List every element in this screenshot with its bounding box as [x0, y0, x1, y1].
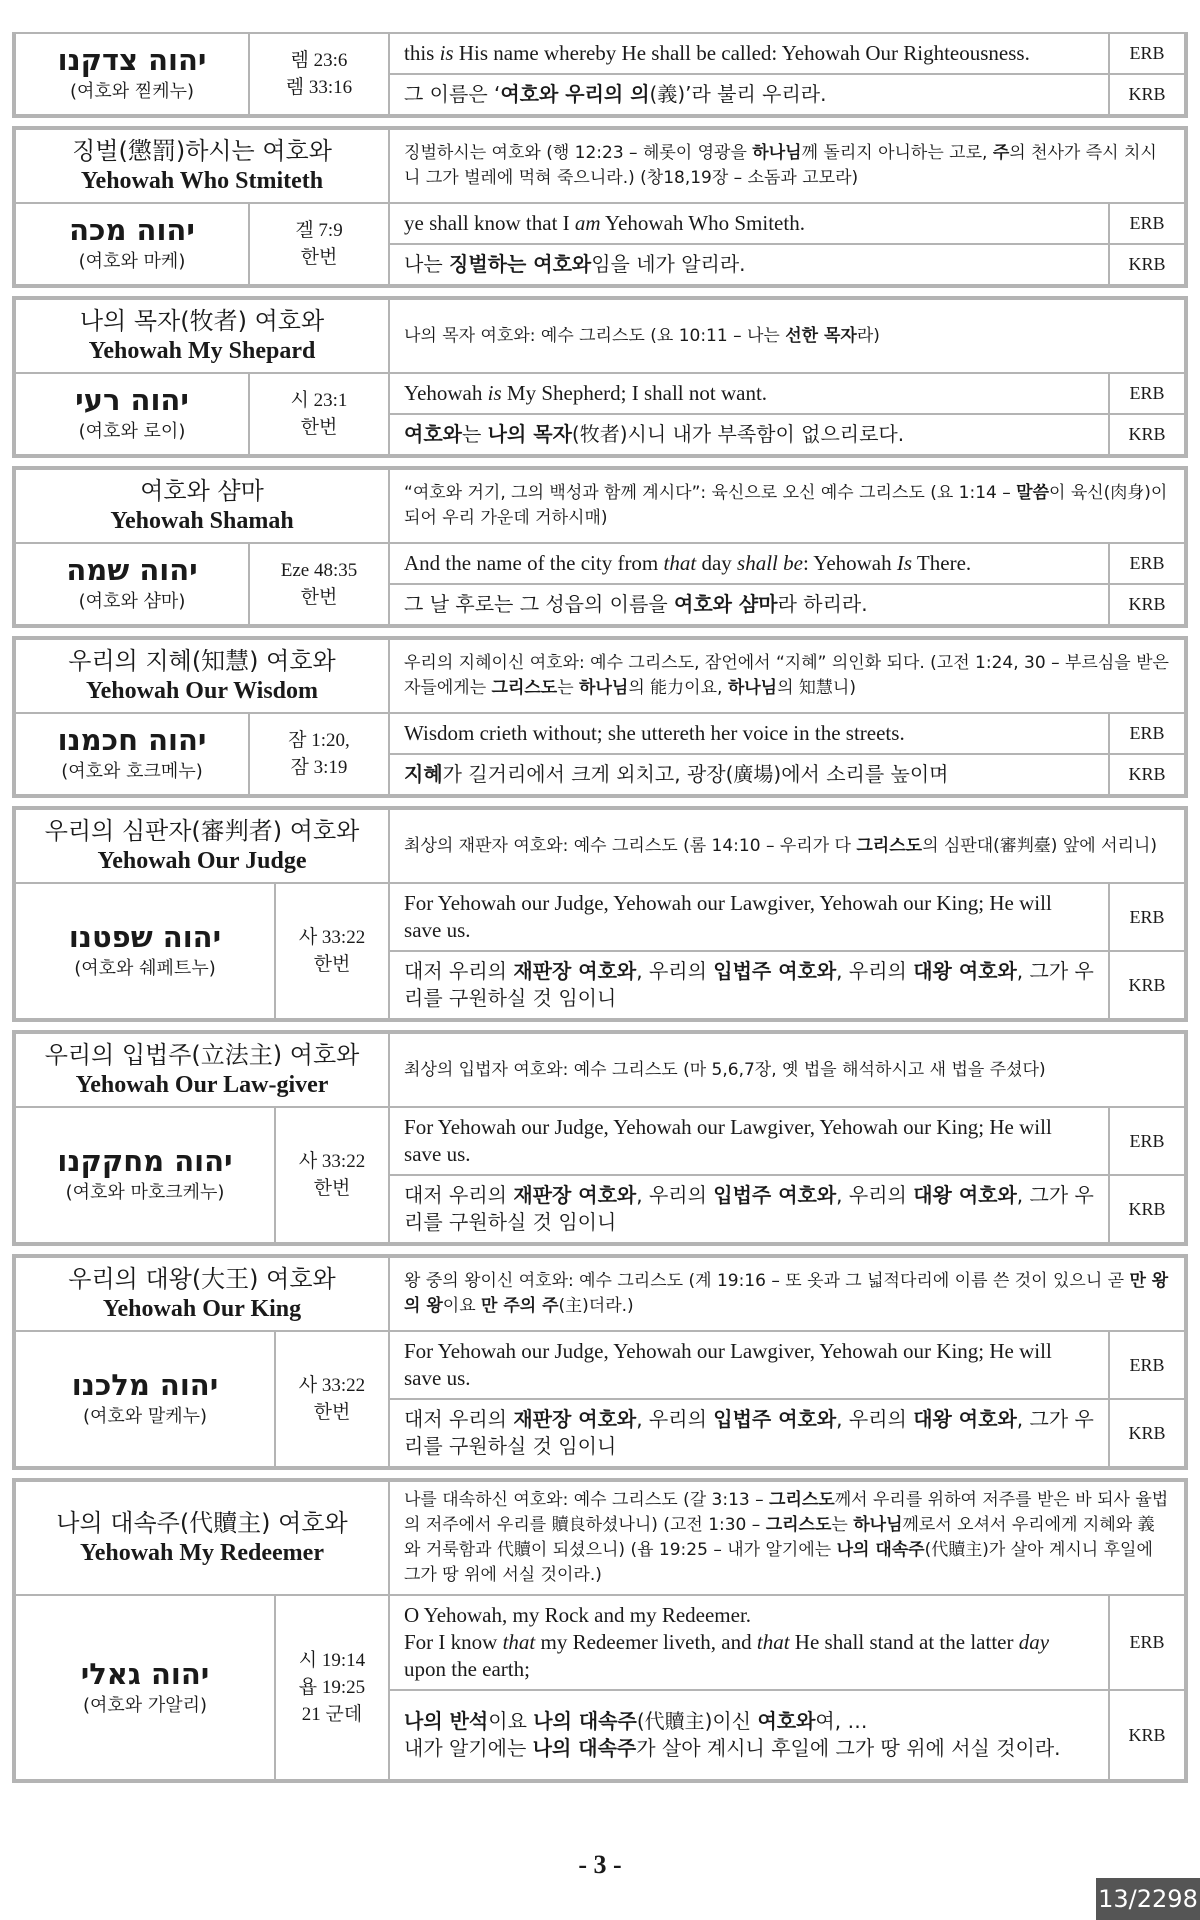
- korean-title: 우리의 대왕(大王) 여호와: [68, 1265, 336, 1293]
- description: “여호와 거기, 그의 백성과 함께 계시다”: 육신으로 오신 예수 그리스도 (요 1:14 – 말씀이 육신(肉身)이 되어 우리 가운데 거하시매): [389, 469, 1185, 543]
- scripture-reference: 21 군데: [301, 1704, 363, 1725]
- scripture-reference: 사 33:22: [298, 927, 366, 948]
- scripture-reference: 한번: [313, 954, 351, 975]
- version-label: ERB: [1109, 543, 1185, 584]
- hebrew-name-cell: [15, 713, 249, 795]
- scripture-reference: 한번: [300, 417, 338, 438]
- hebrew-name: יהוה מכה: [69, 213, 195, 247]
- name-section-chokmenu: [12, 636, 1188, 798]
- scripture-reference: 시 23:1: [290, 390, 348, 411]
- english-verse: For Yehowah our Judge, Yehowah our Lawgiver, Yehowah our King; He will save us.: [389, 1331, 1109, 1399]
- name-section-shamah: [12, 466, 1188, 628]
- scripture-reference: 렘 33:16: [285, 77, 353, 98]
- version-label: ERB: [1109, 1595, 1185, 1690]
- scripture-reference: 잠 3:19: [290, 757, 348, 778]
- korean-verse: 그 이름은 ‘여호와 우리의 의(義)’라 불리 우리라.: [389, 74, 1109, 115]
- reference-cell: [275, 1595, 389, 1780]
- scripture-reference: Eze 48:35: [280, 560, 358, 581]
- hebrew-name: יהוה גאלי: [80, 1656, 210, 1691]
- hebrew-name-cell: [15, 543, 249, 625]
- hebrew-name-cell: [15, 33, 249, 115]
- english-title: Yehowah My Shepard: [88, 338, 316, 364]
- name-reading: (여호와 가알리): [82, 1694, 208, 1716]
- hebrew-name: יהוה מחקקנו: [57, 1144, 233, 1178]
- description: 우리의 지혜이신 여호와: 예수 그리스도, 잠언에서 “지혜” 의인화 되다. (고전 1:24, 30 – 부르심을 받은 자들에게는 그리스도는 하나님의 能力이요, 하나님의 知慧니): [389, 639, 1185, 713]
- title-cell: [15, 129, 389, 203]
- english-verse: O Yehowah, my Rock and my Redeemer. For I know that my Redeemer liveth, and that He shall stand at the latter day upon the earth;: [389, 1595, 1109, 1690]
- description: 최상의 입법자 여호와: 예수 그리스도 (마 5,6,7장, 옛 법을 해석하시고 새 법을 주셨다): [389, 1033, 1185, 1107]
- reference-cell: [275, 883, 389, 1019]
- korean-title: 우리의 심판자(審判者) 여호와: [44, 817, 360, 845]
- hebrew-name: יהוה צדקנו: [57, 43, 207, 77]
- korean-title: 나의 대속주(代贖主) 여호와: [56, 1509, 348, 1537]
- hebrew-name: יהוה שמה: [66, 553, 198, 587]
- name-reading: (여호와 마호크케누): [65, 1182, 225, 1203]
- english-title: Yehowah Our Law-giver: [75, 1072, 329, 1098]
- reference-cell: [249, 543, 389, 625]
- reference-cell: [249, 33, 389, 115]
- korean-title: 여호와 샴마: [140, 477, 264, 505]
- hebrew-name: יהוה רעי: [75, 383, 189, 417]
- english-verse: ye shall know that I am Yehowah Who Smiteth.: [389, 203, 1109, 244]
- english-title: Yehowah My Redeemer: [80, 1540, 324, 1566]
- hebrew-name: יהוה מלכנו: [71, 1368, 219, 1402]
- scripture-reference: 잠 1:20,: [288, 730, 350, 751]
- title-cell: [15, 639, 389, 713]
- version-label: ERB: [1109, 373, 1185, 414]
- english-verse: For Yehowah our Judge, Yehowah our Lawgiver, Yehowah our King; He will save us.: [389, 883, 1109, 951]
- korean-title: 나의 목자(牧者) 여호와: [79, 307, 325, 335]
- name-reading: (여호와 로이): [78, 421, 186, 442]
- reference-cell: [249, 713, 389, 795]
- korean-verse: 대저 우리의 재판장 여호와, 우리의 입법주 여호와, 우리의 대왕 여호와, 그가 우리를 구원하실 것 임이니: [389, 951, 1109, 1019]
- version-label: KRB: [1109, 1175, 1185, 1243]
- page-number: - 3 -: [578, 1850, 622, 1879]
- title-cell: [15, 1257, 389, 1331]
- version-label: ERB: [1109, 713, 1185, 754]
- korean-title: 징벌(懲罰)하시는 여호와: [72, 137, 332, 165]
- version-label: KRB: [1109, 951, 1185, 1019]
- name-section-roi: [12, 296, 1188, 458]
- hebrew-name-cell: [15, 1107, 275, 1243]
- description: 왕 중의 왕이신 여호와: 예수 그리스도 (계 19:16 – 또 옷과 그 넓적다리에 이름 쓴 것이 있으니 곧 만 왕의 왕이요 만 주의 주(主)더라.): [389, 1257, 1185, 1331]
- korean-title: 우리의 지혜(知慧) 여호와: [68, 647, 336, 675]
- name-section-shophtenu: [12, 806, 1188, 1022]
- version-label: KRB: [1109, 1690, 1185, 1780]
- hebrew-name-cell: [15, 203, 249, 285]
- english-title: Yehowah Our King: [102, 1296, 302, 1322]
- title-cell: [15, 1481, 389, 1595]
- name-section-goali: [12, 1478, 1188, 1783]
- description: 나를 대속하신 여호와: 예수 그리스도 (갈 3:13 – 그리스도께서 우리를 위하여 저주를 받은 바 되사 율법의 저주에서 우리를 贖良하셨나니) (고전 1:30 – 그리스도는 하나님께로서 오셔서 우리에게 지혜와 義와 거룩함과 代贖이 되셨으니) (욥 19:25 – 내가 알기에는 나의 대속주(代贖主)가 살아 계시니 후일에 그가 땅 위에 서실 것이라.): [389, 1481, 1185, 1595]
- hebrew-name-cell: [15, 883, 275, 1019]
- hebrew-name-cell: [15, 1595, 275, 1780]
- version-label: KRB: [1109, 414, 1185, 455]
- name-section-tsidkenu: [12, 32, 1188, 118]
- name-section-mechokekenu: [12, 1030, 1188, 1246]
- korean-verse: 나의 반석이요 나의 대속주(代贖主)이신 여호와여, … 내가 알기에는 나의 대속주가 살아 계시니 후일에 그가 땅 위에 서실 것이라.: [389, 1690, 1109, 1780]
- english-title: Yehowah Our Wisdom: [85, 678, 319, 704]
- scripture-reference: 욥 19:25: [298, 1677, 366, 1698]
- scripture-reference: 한번: [313, 1402, 351, 1423]
- version-label: KRB: [1109, 1399, 1185, 1467]
- reference-cell: [275, 1331, 389, 1467]
- korean-verse: 여호와는 나의 목자(牧者)시니 내가 부족함이 없으리로다.: [389, 414, 1109, 455]
- english-verse: Wisdom crieth without; she uttereth her voice in the streets.: [389, 713, 1109, 754]
- page-counter-badge: 13/2298: [1096, 1878, 1200, 1920]
- name-section-malkenu: [12, 1254, 1188, 1470]
- scripture-reference: 한번: [300, 247, 338, 268]
- title-cell: [15, 1033, 389, 1107]
- english-verse: Yehowah is My Shepherd; I shall not want.: [389, 373, 1109, 414]
- hebrew-name-cell: [15, 373, 249, 455]
- reference-cell: [275, 1107, 389, 1243]
- korean-verse: 대저 우리의 재판장 여호와, 우리의 입법주 여호와, 우리의 대왕 여호와, 그가 우리를 구원하실 것 임이니: [389, 1399, 1109, 1467]
- title-cell: [15, 299, 389, 373]
- hebrew-name-cell: [15, 1331, 275, 1467]
- english-title: Yehowah Shamah: [110, 508, 294, 534]
- name-table: [12, 32, 1188, 1791]
- version-label: ERB: [1109, 1107, 1185, 1175]
- korean-verse: 그 날 후로는 그 성읍의 이름을 여호와 샴마라 하리라.: [389, 584, 1109, 625]
- name-reading: (여호와 말케누): [82, 1406, 208, 1427]
- scripture-reference: 렘 23:6: [290, 50, 348, 71]
- korean-verse: 지혜가 길거리에서 크게 외치고, 광장(廣場)에서 소리를 높이며: [389, 754, 1109, 795]
- scripture-reference: 한번: [313, 1178, 351, 1199]
- version-label: KRB: [1109, 74, 1185, 115]
- name-reading: (여호와 샴마): [78, 591, 186, 612]
- korean-verse: 나는 징벌하는 여호와임을 네가 알리라.: [389, 244, 1109, 285]
- version-label: KRB: [1109, 754, 1185, 795]
- scripture-reference: 사 33:22: [298, 1375, 366, 1396]
- version-label: KRB: [1109, 244, 1185, 285]
- reference-cell: [249, 203, 389, 285]
- description: 최상의 재판자 여호와: 예수 그리스도 (롬 14:10 – 우리가 다 그리스도의 심판대(審判臺) 앞에 서리니): [389, 809, 1185, 883]
- version-label: KRB: [1109, 584, 1185, 625]
- version-label: ERB: [1109, 883, 1185, 951]
- title-cell: [15, 809, 389, 883]
- english-title: Yehowah Who Stmiteth: [80, 168, 324, 194]
- name-reading: (여호와 찓케누): [69, 81, 195, 102]
- reference-cell: [249, 373, 389, 455]
- hebrew-name: יהוה חכמנו: [57, 723, 207, 757]
- name-reading: (여호와 쉐페트누): [74, 958, 216, 979]
- version-label: ERB: [1109, 1331, 1185, 1399]
- scripture-reference: 시 19:14: [298, 1650, 366, 1671]
- hebrew-name: יהוה שפטנו: [68, 920, 222, 954]
- scripture-reference: 사 33:22: [298, 1151, 366, 1172]
- english-verse: this is His name whereby He shall be called: Yehowah Our Righteousness.: [389, 33, 1109, 74]
- description: 징벌하시는 여호와 (행 12:23 – 헤롯이 영광을 하나님께 돌리지 아니하는 고로, 주의 천사가 즉시 치시니 그가 벌레에 먹혀 죽으니라.) (창18,19장 – 소돔과 고모라): [389, 129, 1185, 203]
- name-reading: (여호와 마케): [78, 251, 186, 272]
- name-section-makkeh: [12, 126, 1188, 288]
- english-verse: For Yehowah our Judge, Yehowah our Lawgiver, Yehowah our King; He will save us.: [389, 1107, 1109, 1175]
- name-reading: (여호와 호크메누): [61, 761, 203, 782]
- scripture-reference: 한번: [300, 587, 338, 608]
- scripture-reference: 겔 7:9: [295, 220, 343, 241]
- version-label: ERB: [1109, 203, 1185, 244]
- korean-title: 우리의 입법주(立法主) 여호와: [44, 1041, 360, 1069]
- korean-verse: 대저 우리의 재판장 여호와, 우리의 입법주 여호와, 우리의 대왕 여호와, 그가 우리를 구원하실 것 임이니: [389, 1175, 1109, 1243]
- title-cell: [15, 469, 389, 543]
- english-title: Yehowah Our Judge: [97, 848, 307, 874]
- english-verse: And the name of the city from that day shall be: Yehowah Is There.: [389, 543, 1109, 584]
- description: 나의 목자 여호와: 예수 그리스도 (요 10:11 – 나는 선한 목자라): [389, 299, 1185, 373]
- version-label: ERB: [1109, 33, 1185, 74]
